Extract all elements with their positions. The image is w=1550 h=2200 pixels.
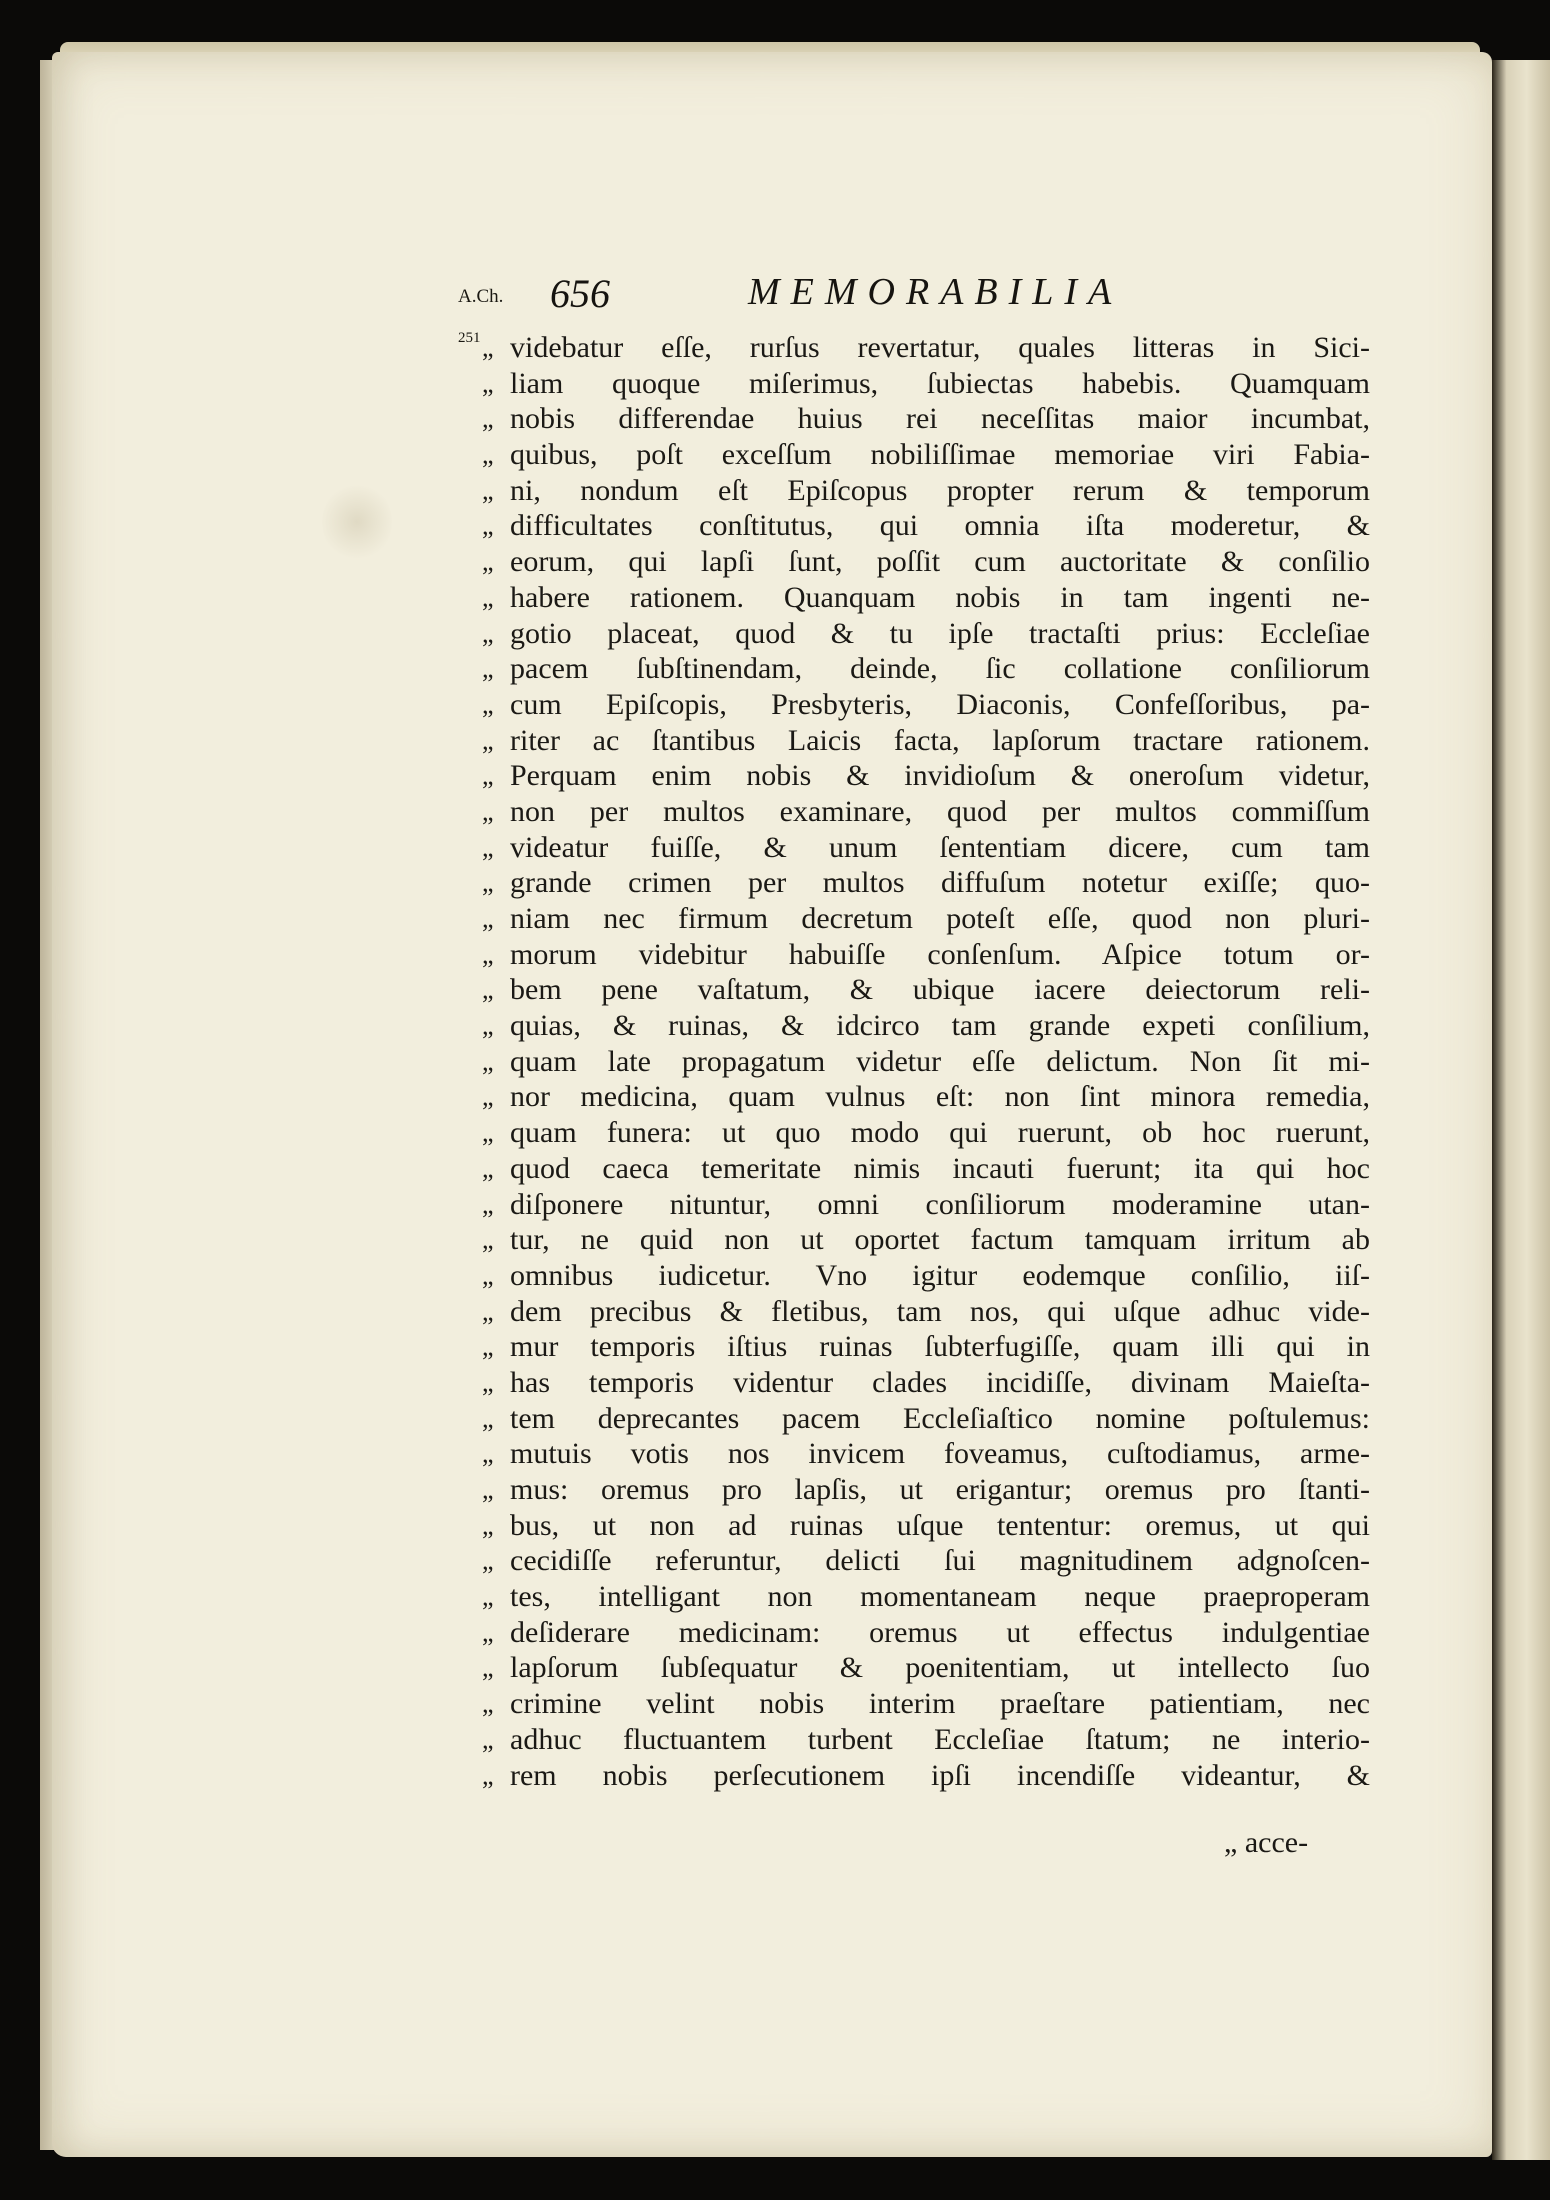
text-line bbox=[482, 580, 1370, 616]
quote-mark: „ bbox=[482, 547, 494, 577]
line-text: mus: oremus pro lapſis, ut erigantur; oremus pro ſtanti- bbox=[510, 1473, 1370, 1506]
text-line bbox=[482, 794, 1370, 830]
line-text: difficultates conſtitutus, qui omnia iſta moderetur, & bbox=[510, 509, 1370, 543]
text-line bbox=[482, 1401, 1370, 1437]
text-line bbox=[482, 865, 1370, 901]
line-text: mutuis votis nos invicem foveamus, cuſtodiamus, arme- bbox=[510, 1437, 1370, 1471]
text-line bbox=[482, 1008, 1370, 1044]
quote-mark: „ bbox=[482, 832, 494, 862]
quote-mark: „ bbox=[482, 440, 494, 470]
quote-mark: „ bbox=[482, 1689, 494, 1719]
line-text: lapſorum ſubſequatur & poenitentiam, ut intellecto ſuo bbox=[510, 1651, 1370, 1685]
line-text: non per multos examinare, quod per multos commiſſum bbox=[510, 794, 1370, 828]
quote-mark: „ bbox=[482, 333, 494, 362]
text-line bbox=[482, 1615, 1370, 1651]
quote-mark: „ bbox=[482, 654, 494, 684]
text-line bbox=[482, 901, 1370, 937]
quote-mark: „ bbox=[482, 1118, 494, 1148]
quote-mark: „ bbox=[482, 1296, 494, 1326]
text-line bbox=[482, 508, 1370, 544]
quote-mark: „ bbox=[482, 475, 494, 505]
quote-mark: „ bbox=[482, 1510, 494, 1540]
paper-stain bbox=[322, 482, 392, 562]
text-line bbox=[482, 1187, 1370, 1223]
text-line bbox=[482, 1508, 1370, 1544]
quote-mark: „ bbox=[482, 1582, 494, 1612]
quote-mark: „ bbox=[482, 1653, 494, 1683]
text-line bbox=[482, 1258, 1370, 1294]
line-text: eorum, qui lapſi ſunt, poſſit cum auctoritate & conſilio bbox=[510, 545, 1370, 579]
text-line bbox=[482, 758, 1370, 794]
quote-mark: „ bbox=[482, 582, 494, 612]
text-line bbox=[482, 1436, 1370, 1472]
line-text: riter ac ſtantibus Laicis facta, lapſorum tractare rationem. bbox=[510, 723, 1370, 757]
line-text: mur temporis iſtius ruinas ſubterfugiſſe, quam illi qui in bbox=[510, 1330, 1370, 1364]
text-line bbox=[482, 1222, 1370, 1258]
line-text: cum Epiſcopis, Presbyteris, Diaconis, Confeſſoribus, pa- bbox=[510, 687, 1370, 721]
margin-year: 251 bbox=[458, 330, 481, 346]
line-text: cecidiſſe referuntur, delicti ſui magnitudinem adgnoſcen- bbox=[510, 1544, 1370, 1578]
text-line bbox=[482, 1472, 1370, 1508]
line-text: tes, intelligant non momentaneam neque praeproperam bbox=[510, 1580, 1370, 1614]
text-line bbox=[482, 437, 1370, 473]
quote-mark: „ bbox=[482, 1617, 494, 1647]
line-text: gotio placeat, quod & tu ipſe tractaſti prius: Eccleſiae bbox=[510, 616, 1370, 650]
line-text: pacem ſubſtinendam, deinde, ſic collatione conſiliorum bbox=[510, 652, 1370, 686]
text-line bbox=[482, 401, 1370, 437]
text-line bbox=[482, 972, 1370, 1008]
quote-mark: „ bbox=[482, 368, 494, 398]
catchword: „ acce- bbox=[1224, 1826, 1309, 1859]
line-text: quod caeca temeritate nimis incauti fuerunt; ita qui hoc bbox=[510, 1151, 1370, 1185]
line-text: deſiderare medicinam: oremus ut effectus indulgentiae bbox=[510, 1615, 1370, 1649]
quote-mark: „ bbox=[482, 761, 494, 791]
quote-mark: „ bbox=[482, 1475, 494, 1504]
quote-mark: „ bbox=[482, 1153, 494, 1183]
text-line bbox=[482, 616, 1370, 652]
line-text: diſponere nituntur, omni conſiliorum moderamine utan- bbox=[510, 1187, 1370, 1221]
text-line bbox=[482, 1115, 1370, 1151]
quote-mark: „ bbox=[482, 1367, 494, 1397]
quote-mark: „ bbox=[482, 1189, 494, 1219]
quote-mark: „ bbox=[482, 511, 494, 541]
text-line bbox=[482, 830, 1370, 866]
line-text: niam nec firmum decretum poteſt eſſe, quod non pluri- bbox=[510, 902, 1370, 935]
quote-mark: „ bbox=[482, 1332, 494, 1362]
text-line bbox=[482, 687, 1370, 723]
facing-page-edge bbox=[1492, 60, 1550, 2160]
line-text: videatur fuiſſe, & unum ſententiam dicere, cum tam bbox=[510, 830, 1370, 864]
line-text: liam quoque miſerimus, ſubiectas habebis. Quamquam bbox=[510, 366, 1370, 400]
text-line bbox=[482, 723, 1370, 759]
quote-mark: „ bbox=[482, 1046, 494, 1076]
line-text: quam late propagatum videtur eſſe delictum. Non ſit mi- bbox=[510, 1044, 1370, 1078]
text-line bbox=[482, 1294, 1370, 1330]
quote-mark: „ bbox=[482, 1724, 494, 1754]
quote-mark: „ bbox=[482, 1403, 494, 1433]
line-text: rem nobis perſecutionem ipſi incendiſſe videantur, & bbox=[510, 1758, 1370, 1792]
page-header bbox=[458, 268, 1358, 346]
text-line bbox=[482, 1543, 1370, 1579]
line-text: adhuc fluctuantem turbent Eccleſiae ſtatum; ne interio- bbox=[510, 1722, 1370, 1756]
line-text: quias, & ruinas, & idcirco tam grande expeti conſilium, bbox=[510, 1009, 1370, 1043]
line-text: videbatur eſſe, rurſus revertatur, quales litteras in Sici- bbox=[510, 331, 1370, 364]
text-line bbox=[482, 330, 1370, 366]
line-text: bus, ut non ad ruinas uſque tententur: oremus, ut qui bbox=[510, 1508, 1370, 1542]
text-line bbox=[482, 1722, 1370, 1758]
quote-mark: „ bbox=[482, 689, 494, 719]
line-text: ni, nondum eſt Epiſcopus propter rerum & temporum bbox=[510, 473, 1370, 507]
line-text: bem pene vaſtatum, & ubique iacere deiectorum reli- bbox=[510, 973, 1370, 1007]
quote-mark: „ bbox=[482, 1760, 494, 1790]
quote-mark: „ bbox=[482, 796, 494, 826]
line-text: quam funera: ut quo modo qui ruerunt, ob hoc ruerunt, bbox=[510, 1116, 1370, 1150]
quote-mark: „ bbox=[482, 868, 494, 898]
quote-mark: „ bbox=[482, 618, 494, 648]
text-line bbox=[482, 1365, 1370, 1401]
quote-mark: „ bbox=[482, 725, 494, 755]
text-line bbox=[482, 544, 1370, 580]
line-text: quibus, poſt exceſſum nobiliſſimae memoriae viri Fabia- bbox=[510, 438, 1370, 472]
line-text: nor medicina, quam vulnus eſt: non ſint minora remedia, bbox=[510, 1080, 1370, 1114]
line-text: omnibus iudicetur. Vno igitur eodemque conſilio, iiſ- bbox=[510, 1258, 1370, 1292]
line-text: tur, ne quid non ut oportet factum tamquam irritum ab bbox=[510, 1223, 1370, 1257]
line-text: nobis differendae huius rei neceſſitas maior incumbat, bbox=[510, 402, 1370, 436]
quote-mark: „ bbox=[482, 1082, 494, 1112]
line-text: has temporis videntur clades incidiſſe, divinam Maieſta- bbox=[510, 1365, 1370, 1399]
quote-mark: „ bbox=[482, 1546, 494, 1576]
page-number: 656 bbox=[550, 271, 610, 316]
quote-mark: „ bbox=[482, 939, 494, 969]
text-line bbox=[482, 366, 1370, 402]
line-text: dem precibus & fletibus, tam nos, qui uſque adhuc vide- bbox=[510, 1294, 1370, 1328]
line-text: crimine velint nobis interim praeſtare patientiam, nec bbox=[510, 1687, 1370, 1721]
quote-mark: „ bbox=[482, 1225, 494, 1255]
margin-label: A.Ch. bbox=[458, 286, 504, 307]
text-line bbox=[482, 473, 1370, 509]
body-text bbox=[482, 330, 1370, 1793]
quote-mark: „ bbox=[482, 404, 494, 434]
running-head: MEMORABILIA bbox=[748, 271, 1123, 313]
text-line bbox=[482, 651, 1370, 687]
text-line bbox=[482, 937, 1370, 973]
line-text: grande crimen per multos diffuſum notetur exiſſe; quo- bbox=[510, 866, 1370, 900]
text-line bbox=[482, 1758, 1370, 1794]
text-line bbox=[482, 1044, 1370, 1080]
text-line bbox=[482, 1579, 1370, 1615]
text-line bbox=[482, 1151, 1370, 1187]
text-line bbox=[482, 1079, 1370, 1115]
line-text: tem deprecantes pacem Eccleſiaſtico nomine poſtulemus: bbox=[510, 1401, 1370, 1435]
quote-mark: „ bbox=[482, 1439, 494, 1469]
quote-mark: „ bbox=[482, 975, 494, 1005]
text-line bbox=[482, 1329, 1370, 1365]
quote-mark: „ bbox=[482, 1011, 494, 1041]
line-text: habere rationem. Quanquam nobis in tam ingenti ne- bbox=[510, 580, 1370, 614]
quote-mark: „ bbox=[482, 1260, 494, 1290]
quote-mark: „ bbox=[482, 904, 494, 933]
text-line bbox=[482, 1686, 1370, 1722]
line-text: Perquam enim nobis & invidioſum & oneroſum videtur, bbox=[510, 759, 1370, 793]
text-line bbox=[482, 1650, 1370, 1686]
line-text: morum videbitur habuiſſe conſenſum. Aſpice totum or- bbox=[510, 937, 1370, 971]
